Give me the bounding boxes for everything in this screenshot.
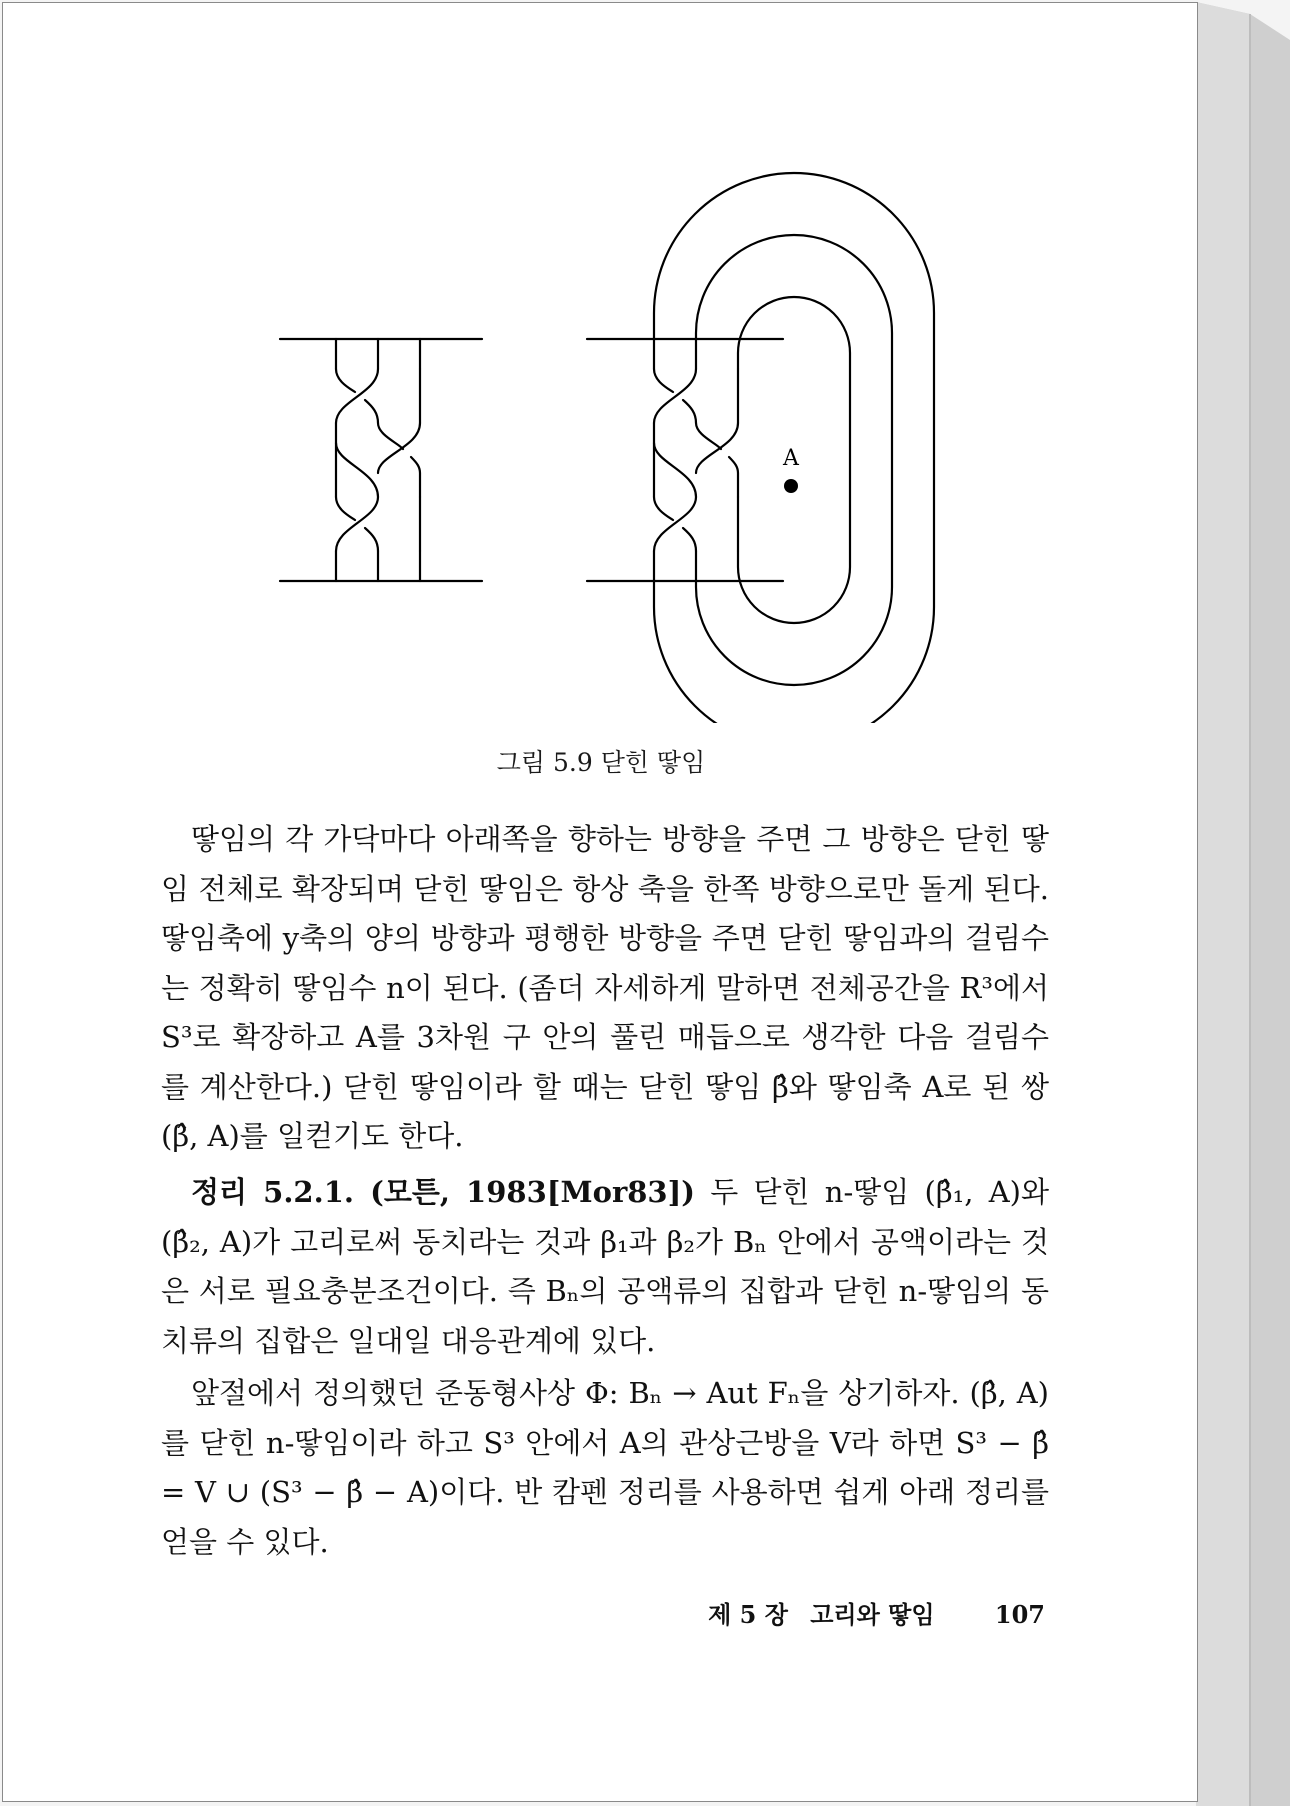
paragraph-text: 땋임의 각 가닥마다 아래쪽을 향하는 방향을 주면 그 방향은 닫힌 땋임 전체로 확장되며 닫힌 땋임은 항상 축을 한쪽 방향으로만 돌게 된다. 땋임축에 y축의 양의 방향과 평행한 방향을 주면 닫힌 땋임과의 걸림수는 정확히 땋임수 n이 된다. (좀더 자세하게 말하면 전체공간을 R³에서 S³로 확장하고 A를 3차원 구 안의 풀린 매듭으로 생각한 다음 걸림수를 계산한다.) 닫힌 땋임이라 할 때는 닫힌 땋임 β̂와 땋임축 A로 된 쌍 (β̂, A)를 일컫기도 한다. xyxy=(161,822,1049,1153)
theorem-morton xyxy=(161,1168,1049,1366)
theorem-heading: 정리 5.2.1. (모튼, 1983[Mor83]) xyxy=(191,1175,696,1209)
closed-braid-diagram xyxy=(587,173,934,723)
footer-chapter-title: 고리와 땋임 xyxy=(810,1600,935,1629)
book-page xyxy=(2,2,1198,1802)
theorem-body: 두 닫힌 n-땋임 (β̂₁, A)와 (β̂₂, A)가 고리로써 동치라는 것과 β₁과 β₂가 Bₙ 안에서 공액이라는 것은 서로 필요충분조건이다. 즉 Bₙ의 공액류의 집합과 닫힌 n-땋임의 동치류의 집합은 일대일 대응관계에 있다. xyxy=(161,1175,1049,1358)
book-page-edge xyxy=(1196,0,1290,1806)
paragraph-text: 앞절에서 정의했던 준동형사상 Φ: Bₙ → Aut Fₙ을 상기하자. (β̂, A)를 닫힌 n-땋임이라 하고 S³ 안에서 A의 관상근방을 V라 하면 S³ − β̂ = V ∪ (S³ − β̂ − A)이다. 반 캄펜 정리를 사용하면 쉽게 아래 정리를 얻을 수 있다. xyxy=(161,1376,1049,1559)
braid-axis-label: A xyxy=(783,446,799,471)
figure-caption: 그림 5.9 닫힌 땋임 xyxy=(496,748,706,777)
page-footer xyxy=(3,1595,1045,1630)
open-braid-diagram xyxy=(280,339,482,581)
braid-axis-point xyxy=(784,479,798,493)
page-number: 107 xyxy=(994,1600,1045,1629)
footer-chapter: 제 5 장 xyxy=(708,1600,788,1629)
paragraph-closed-braid-definition xyxy=(161,815,1049,1162)
paragraph-van-kampen xyxy=(161,1369,1049,1567)
closed-braid-figure xyxy=(3,3,1198,723)
